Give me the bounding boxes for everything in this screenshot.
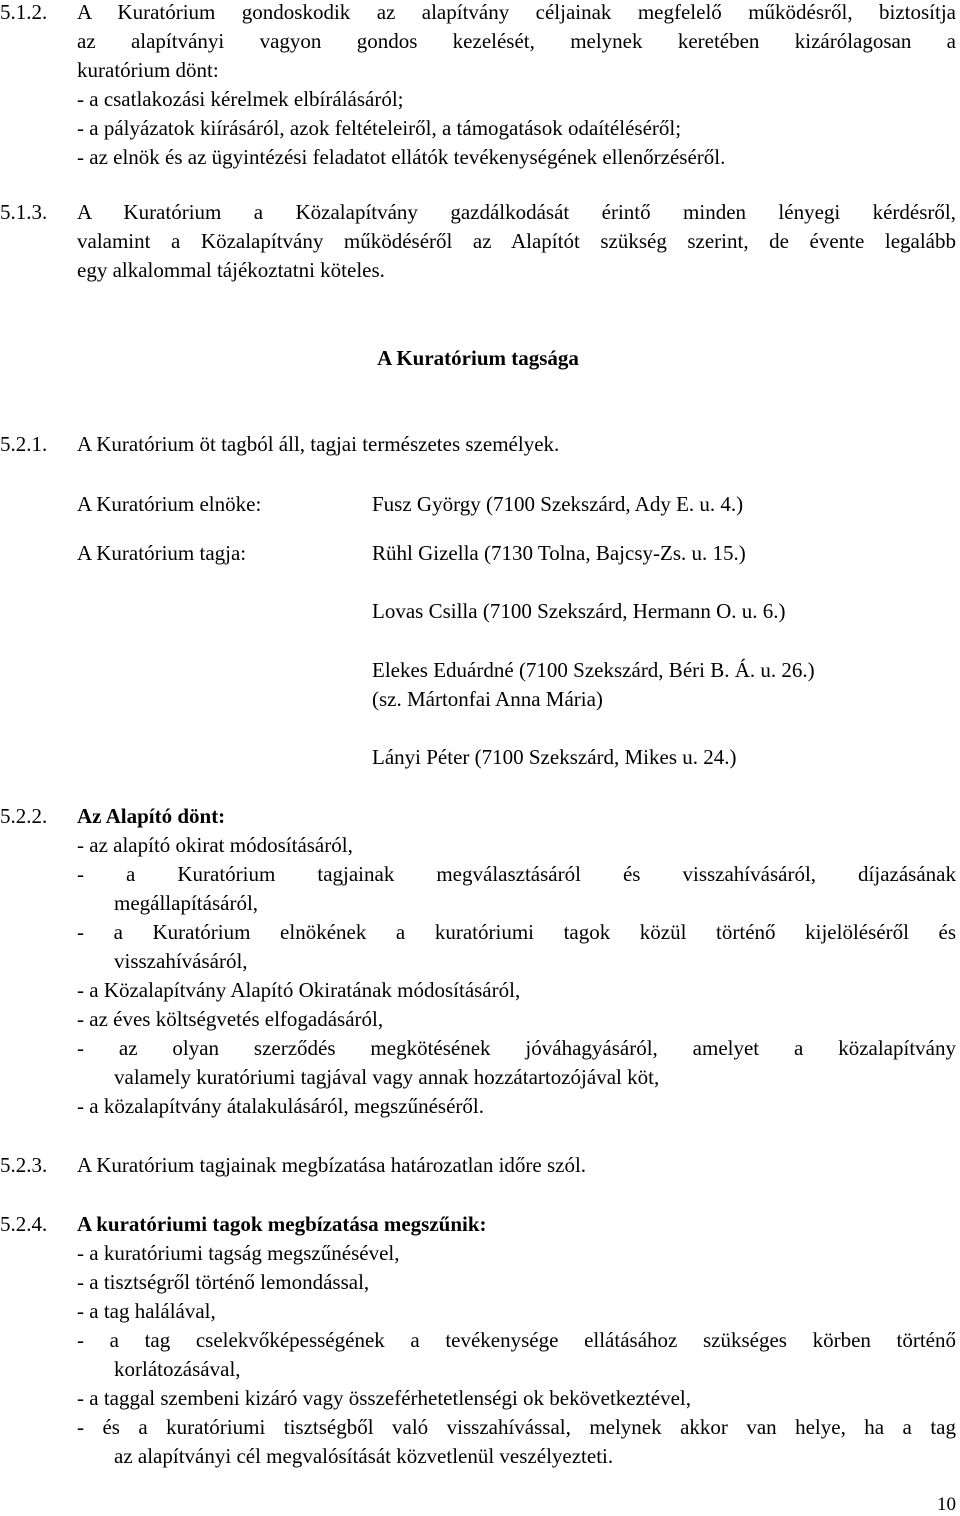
section-5-2-4 xyxy=(0,1210,956,1471)
list-item-text: valamely kuratóriumi tagjával vagy annak hozzátartozójával köt, xyxy=(114,1065,660,1089)
member-name: Elekes Eduárdné (7100 Szekszárd, Béri B. Á. u. 26.) xyxy=(372,658,815,682)
list-item-text: - a Közalapítvány Alapító Okiratának módosításáról, xyxy=(77,978,521,1002)
paragraph-line xyxy=(0,56,956,85)
member-row xyxy=(0,539,956,568)
list-item-text: - és a kuratóriumi tisztségből való visszahívással, melynek akkor van helye, ha a tag xyxy=(77,1415,956,1439)
list-item xyxy=(0,85,956,114)
list-item xyxy=(0,1092,956,1121)
list-item xyxy=(0,1384,956,1413)
member-row xyxy=(0,656,956,685)
list-item xyxy=(0,143,956,172)
section-number: 5.2.2. xyxy=(0,804,48,828)
section-title: Az Alapító dönt: xyxy=(77,804,226,828)
paragraph-text: valamint a Közalapítvány működéséről az Alapítót szükség szerint, de évente legalább xyxy=(77,229,956,253)
list-item-text: - a kuratóriumi tagság megszűnésével, xyxy=(77,1241,400,1265)
section-5-1-2 xyxy=(0,0,956,172)
list-item-text: - a tag halálával, xyxy=(77,1299,216,1323)
section-number: 5.2.1. xyxy=(0,432,48,456)
section-title-line xyxy=(0,1210,956,1239)
member-name: Lovas Csilla (7100 Szekszárd, Hermann O. u. 6.) xyxy=(372,599,786,623)
list-item xyxy=(0,1034,956,1063)
section-number: 5.2.4. xyxy=(0,1212,48,1236)
member-name: Rühl Gizella (7130 Tolna, Bajcsy-Zs. u. 15.) xyxy=(372,541,746,565)
section-number: 5.2.3. xyxy=(0,1153,48,1177)
list-item-continuation xyxy=(0,1442,956,1471)
paragraph-line xyxy=(0,27,956,56)
list-item-text: megállapításáról, xyxy=(114,891,259,915)
list-item-text: - a pályázatok kiírásáról, azok feltételeiről, a támogatások odaítéléséről; xyxy=(77,116,682,140)
list-item-text: - az elnök és az ügyintézési feladatot ellátók tevékenységének ellenőrzéséről. xyxy=(77,145,726,169)
paragraph-line xyxy=(0,1151,956,1180)
section-heading: A Kuratórium tagsága xyxy=(377,346,579,370)
member-name: Lányi Péter (7100 Szekszárd, Mikes u. 24.) xyxy=(372,745,737,769)
chair-label: A Kuratórium elnöke: xyxy=(77,492,262,516)
list-item xyxy=(0,831,956,860)
list-item-text: - az éves költségvetés elfogadásáról, xyxy=(77,1007,384,1031)
member-maiden-name: (sz. Mártonfai Anna Mária) xyxy=(372,687,603,711)
paragraph-line xyxy=(0,198,956,227)
section-title-line xyxy=(0,802,956,831)
member-row xyxy=(0,743,956,772)
list-item-continuation xyxy=(0,947,956,976)
list-item-text: - a csatlakozási kérelmek elbírálásáról; xyxy=(77,87,404,111)
list-item-continuation xyxy=(0,1063,956,1092)
member-row xyxy=(0,597,956,626)
list-item xyxy=(0,976,956,1005)
section-number: 5.1.2. xyxy=(0,0,48,24)
list-item-text: - az alapító okirat módosításáról, xyxy=(77,833,353,857)
list-item-continuation xyxy=(0,1355,956,1384)
member-label: A Kuratórium tagja: xyxy=(77,541,247,565)
list-item-text: visszahívásáról, xyxy=(114,949,248,973)
list-item xyxy=(0,1268,956,1297)
chair-name: Fusz György (7100 Szekszárd, Ady E. u. 4.) xyxy=(372,492,744,516)
list-item-text: - a tag cselekvőképességének a tevékenysége ellátásához szükséges körben történő xyxy=(77,1328,956,1352)
paragraph-text: az alapítványi vagyon gondos kezelését, melynek keretében kizárólagosan a xyxy=(77,29,956,53)
list-item-text: - a taggal szembeni kizáró vagy összeférhetetlenségi ok bekövetkeztével, xyxy=(77,1386,691,1410)
list-item xyxy=(0,1239,956,1268)
chair-row xyxy=(0,490,956,519)
list-item xyxy=(0,114,956,143)
paragraph-text: A Kuratórium tagjainak megbízatása határozatlan időre szól. xyxy=(77,1153,587,1177)
paragraph-text: kuratórium dönt: xyxy=(77,58,219,82)
list-item-text: az alapítványi cél megvalósítását közvetlenül veszélyezteti. xyxy=(114,1444,614,1468)
list-item xyxy=(0,918,956,947)
list-item-text: - a közalapítvány átalakulásáról, megszűnéséről. xyxy=(77,1094,484,1118)
paragraph-text: egy alkalommal tájékoztatni köteles. xyxy=(77,258,385,282)
list-item-text: - a Kuratórium tagjainak megválasztásáról és visszahívásáról, díjazásának xyxy=(77,862,956,886)
list-item xyxy=(0,1413,956,1442)
member-row xyxy=(0,685,956,714)
section-5-2-2 xyxy=(0,802,956,1121)
list-item-text: - az olyan szerződés megkötésének jóváhagyásáról, amelyet a közalapítvány xyxy=(77,1036,956,1060)
list-item xyxy=(0,1297,956,1326)
section-number: 5.1.3. xyxy=(0,200,48,224)
paragraph-text: A Kuratórium gondoskodik az alapítvány céljainak megfelelő működésről, biztosítja xyxy=(77,0,956,24)
section-5-2-1 xyxy=(0,430,956,459)
paragraph-text: A Kuratórium a Közalapítvány gazdálkodását érintő minden lényegi kérdésről, xyxy=(77,200,956,224)
paragraph-line xyxy=(0,256,956,285)
list-item-text: korlátozásával, xyxy=(114,1357,241,1381)
page-number: 10 xyxy=(937,1494,956,1515)
section-5-1-3 xyxy=(0,198,956,285)
paragraph-text: A Kuratórium öt tagból áll, tagjai természetes személyek. xyxy=(77,432,560,456)
list-item-text: - a Kuratórium elnökének a kuratóriumi tagok közül történő kijelöléséről és xyxy=(77,920,956,944)
section-title: A kuratóriumi tagok megbízatása megszűnik: xyxy=(77,1212,487,1236)
paragraph-line xyxy=(0,0,956,27)
list-item xyxy=(0,1005,956,1034)
paragraph-line xyxy=(0,430,956,459)
section-5-2-3 xyxy=(0,1151,956,1180)
list-item-text: - a tisztségről történő lemondással, xyxy=(77,1270,370,1294)
list-item xyxy=(0,860,956,889)
list-item xyxy=(0,1326,956,1355)
list-item-continuation xyxy=(0,889,956,918)
paragraph-line xyxy=(0,227,956,256)
